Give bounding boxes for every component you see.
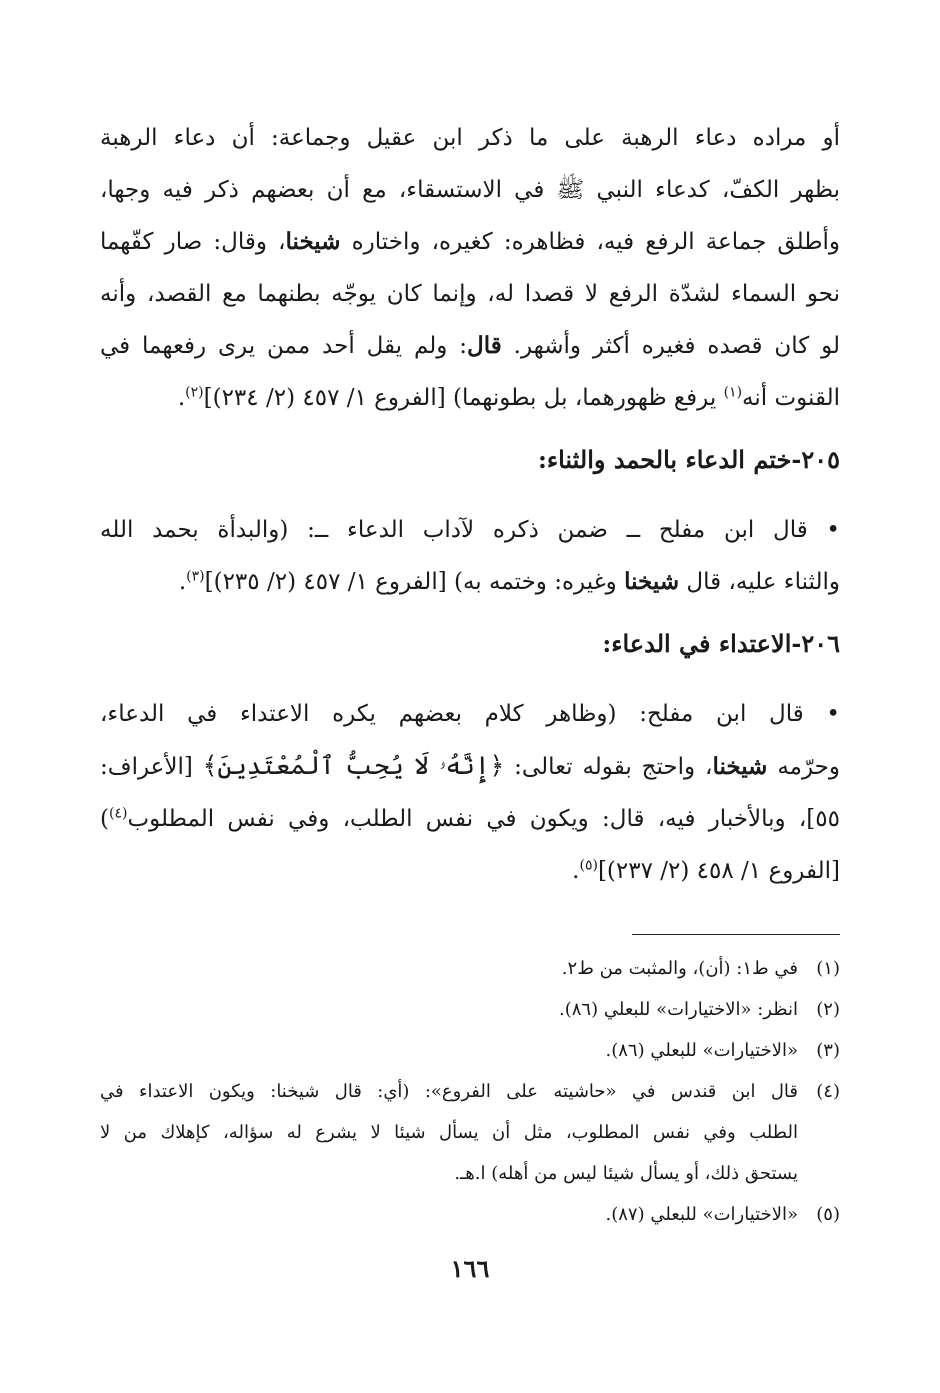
footnote-text: الطلب وفي نفس المطلوب، مثل أن يسأل شيئا لا يشرع له سؤاله، كإهلاك من لا xyxy=(100,1122,798,1143)
text-line: والثناء عليه، قال شيخنا وغيره: وختمه به) [الفروع ١/ ٤٥٧ (٢/ ٢٣٥)]$^{(٣)}$. xyxy=(178,568,840,595)
footnote-number: (٤) xyxy=(816,1081,840,1102)
footnote-ref-2[interactable]: (٢) xyxy=(185,384,204,401)
text-line: أو مراده دعاء الرهبة على ما ذكر ابن عقيل وجماعة: أن دعاء الرهبة xyxy=(100,125,840,151)
footnote-number: (٥) xyxy=(816,1204,840,1225)
footnote-2 xyxy=(100,989,840,1030)
text-line: • قال ابن مفلح ــ ضمن ذكره لآداب الدعاء ــ: (والبدأة بحمد الله xyxy=(100,517,840,543)
qala-emphasis: قال xyxy=(467,332,502,359)
footnote-5 xyxy=(100,1194,840,1235)
section-heading-206: ٢٠٦-الاعتداء في الدعاء: xyxy=(602,629,840,658)
footnote-ref-3[interactable]: (٣) xyxy=(186,568,205,585)
text-line: • قال ابن مفلح: (وظاهر كلام بعضهم يكره الاعتداء في الدعاء، xyxy=(100,701,840,727)
main-text xyxy=(100,112,840,897)
footnote-text: يستحق ذلك، أو يسأل شيئا ليس من أهله) ا.هـ. xyxy=(454,1163,798,1184)
footnote-number: (٢) xyxy=(816,999,840,1020)
shaykhuna-emphasis: شيخنا xyxy=(712,753,768,780)
text-line: وأطلق جماعة الرفع فيه، فظاهره: كغيره، واختاره شيخنا، وقال: صار كفّهما xyxy=(100,228,841,255)
footnote-text: «الاختيارات» للبعلي (٨٦). xyxy=(605,1040,798,1061)
footnote-3 xyxy=(100,1030,840,1071)
paragraph-praise xyxy=(100,504,840,608)
footnote-number: (١) xyxy=(816,958,840,979)
footnote-1 xyxy=(100,948,840,989)
shaykhuna-emphasis: شيخنا xyxy=(285,228,341,255)
text-line: ٥٥]، وبالأخبار فيه، قال: ويكون في نفس الطلب، وفي نفس المطلوب$^{(٤)}$) xyxy=(100,805,840,832)
text-line: لو كان قصده فغيره أكثر وأشهر. قال: ولم يقل أحد ممن يرى رفعهما في xyxy=(100,332,840,359)
footnote-text: «الاختيارات» للبعلي (٨٧). xyxy=(605,1204,798,1225)
footnote-4 xyxy=(100,1071,840,1194)
footnote-text: انظر: «الاختيارات» للبعلي (٨٦). xyxy=(559,999,798,1020)
text-line: بظهر الكفّ، كدعاء النبي ﷺ في الاستسقاء، مع أن بعضهم ذكر فيه وجها، xyxy=(100,177,840,203)
footnote-ref-5[interactable]: (٥) xyxy=(579,857,598,874)
text-line: القنوت أنه$^{(١)}$ يرفع ظهورهما، بل بطونهما) [الفروع ١/ ٤٥٧ (٢/ ٢٣٤)]$^{(٢)}$. xyxy=(177,384,840,411)
shaykhuna-emphasis: شيخنا xyxy=(624,568,680,595)
footnote-ref-1[interactable]: (١) xyxy=(723,384,743,401)
footnote-number: (٣) xyxy=(816,1040,840,1061)
text-line: [الفروع ١/ ٤٥٨ (٢/ ٢٣٧)]$^{(٥)}$. xyxy=(572,857,840,884)
text-line: نحو السماء لشدّة الرفع لا قصدا له، وإنما كان يوجّه بطنهما مع القصد، وأنه xyxy=(100,281,840,307)
quran-verse: ﴿إِنَّهُۥ لَا يُحِبُّ ٱلْمُعْتَدِينَ﴾ xyxy=(202,751,505,780)
footnote-divider xyxy=(632,934,840,935)
paragraph-raising-hands xyxy=(100,112,840,424)
paragraph-transgression xyxy=(100,688,840,897)
footnote-ref-4[interactable]: (٤) xyxy=(108,805,128,822)
section-heading-205: ٢٠٥-ختم الدعاء بالحمد والثناء: xyxy=(537,445,840,474)
text-line: وحرّمه شيخنا، واحتج بقوله تعالى: ﴿إِنَّهُۥ لَا يُحِبُّ ٱلْمُعْتَدِينَ﴾ [الأعراف: xyxy=(100,751,841,780)
page-number: ١٦٦ xyxy=(450,1254,490,1283)
footnote-text: قال ابن قندس في «حاشيته على الفروع»: (أي: قال شيخنا: ويكون الاعتداء في xyxy=(100,1081,798,1102)
footnote-text: في ط١: (أن)، والمثبت من ط٢. xyxy=(561,958,798,979)
footnotes xyxy=(100,948,840,1235)
